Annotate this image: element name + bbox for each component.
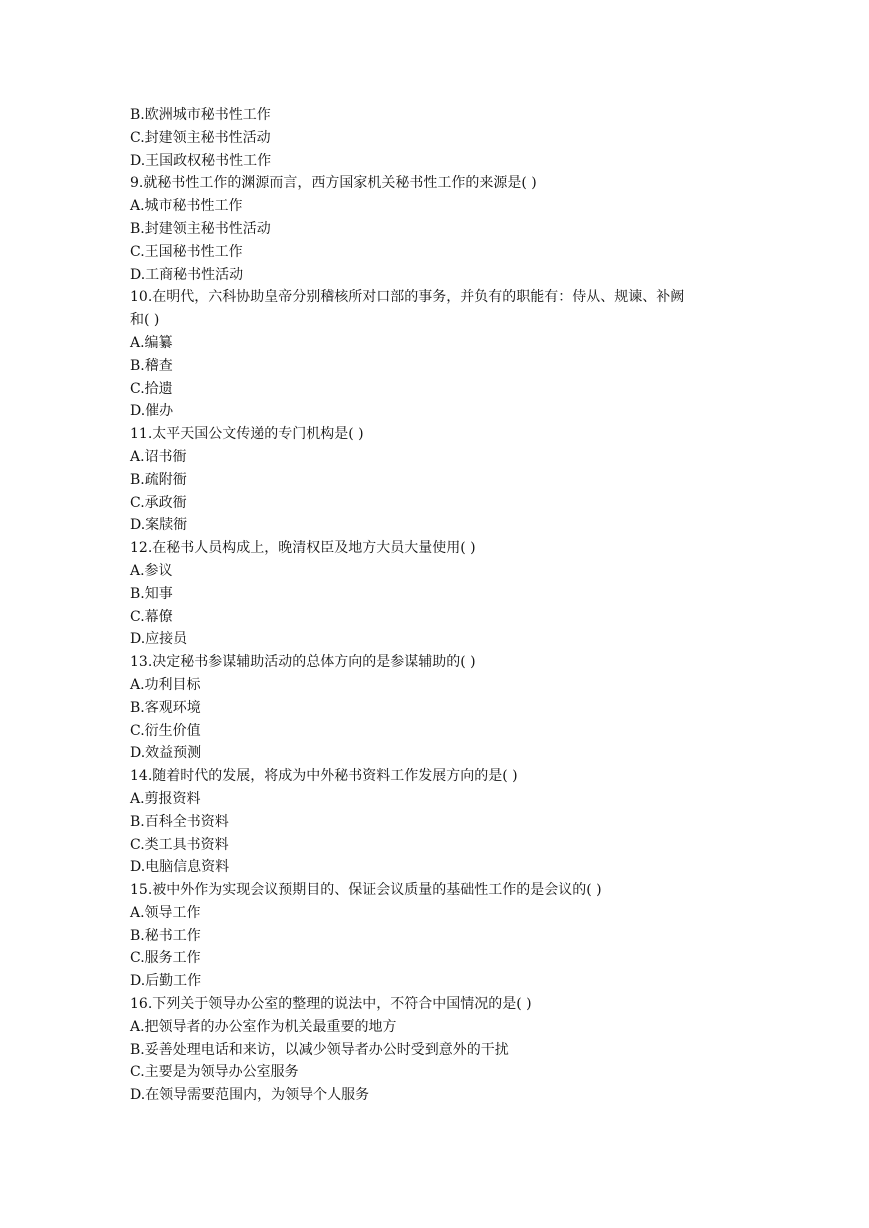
question-stem: 15.被中外作为实现会议预期目的、保证会议质量的基础性工作的是会议的( ) bbox=[130, 882, 602, 899]
option: B.秘书工作 bbox=[130, 927, 201, 944]
question-stem: 9.就秘书性工作的渊源而言，西方国家机关秘书性工作的来源是( ) bbox=[130, 175, 537, 192]
option: C.幕僚 bbox=[130, 608, 173, 625]
option: C.王国秘书性工作 bbox=[130, 243, 243, 260]
question-stem: 11.太平天国公文传递的专门机构是( ) bbox=[130, 426, 364, 443]
option: C.类工具书资料 bbox=[130, 836, 229, 853]
option: C.衍生价值 bbox=[130, 722, 201, 739]
option: A.城市秘书性工作 bbox=[130, 198, 243, 215]
option: C.封建领主秘书性活动 bbox=[130, 129, 271, 146]
option: D.王国政权秘书性工作 bbox=[130, 152, 272, 169]
question-13 bbox=[130, 651, 750, 765]
option: D.案牍衙 bbox=[130, 517, 188, 534]
option: C.拾遗 bbox=[130, 380, 173, 397]
option: A.参议 bbox=[130, 562, 173, 579]
option: A.诏书衙 bbox=[130, 448, 187, 465]
question-stem: 16.下列关于领导办公室的整理的说法中，不符合中国情况的是( ) bbox=[130, 996, 532, 1013]
option: B.欧洲城市秘书性工作 bbox=[130, 107, 271, 123]
question-12 bbox=[130, 537, 750, 651]
question-14 bbox=[130, 765, 750, 879]
option: D.工商秘书性活动 bbox=[130, 266, 244, 283]
question-stem: 10.在明代，六科协助皇帝分别稽核所对口部的事务，并负有的职能有：侍从、规谏、补阙 bbox=[130, 289, 685, 306]
option: D.效益预测 bbox=[130, 745, 202, 762]
option: A.领导工作 bbox=[130, 904, 201, 921]
option: D.应接员 bbox=[130, 631, 188, 648]
question-stem-continuation: 和( ) bbox=[130, 312, 160, 329]
option: D.后勤工作 bbox=[130, 973, 202, 990]
option: C.承政衙 bbox=[130, 494, 187, 511]
option: B.百科全书资料 bbox=[130, 813, 229, 830]
option: B.封建领主秘书性活动 bbox=[130, 220, 271, 237]
option: B.稽查 bbox=[130, 357, 173, 374]
option: A.把领导者的办公室作为机关最重要的地方 bbox=[130, 1018, 397, 1035]
question-stem: 12.在秘书人员构成上，晚清权臣及地方大员大量使用( ) bbox=[130, 540, 476, 557]
question-9 bbox=[130, 172, 750, 286]
option: B.知事 bbox=[130, 585, 173, 602]
question-16 bbox=[130, 993, 750, 1107]
question-stem: 14.随着时代的发展，将成为中外秘书资料工作发展方向的是( ) bbox=[130, 768, 518, 785]
document-page bbox=[130, 104, 750, 1107]
question-15 bbox=[130, 879, 750, 993]
question-11 bbox=[130, 423, 750, 537]
option: A.剪报资料 bbox=[130, 790, 201, 807]
lead-options bbox=[130, 104, 750, 172]
option: B.妥善处理电话和来访，以减少领导者办公时受到意外的干扰 bbox=[130, 1041, 509, 1058]
question-stem: 13.决定秘书参谋辅助活动的总体方向的是参谋辅助的( ) bbox=[130, 654, 476, 671]
option: C.服务工作 bbox=[130, 950, 201, 967]
option: A.编纂 bbox=[130, 334, 173, 351]
option: A.功利目标 bbox=[130, 676, 201, 693]
option: C.主要是为领导办公室服务 bbox=[130, 1064, 299, 1081]
question-10 bbox=[130, 286, 750, 423]
option: B.客观环境 bbox=[130, 699, 201, 716]
option: B.疏附衙 bbox=[130, 471, 187, 488]
option: D.催办 bbox=[130, 403, 174, 420]
option: D.电脑信息资料 bbox=[130, 859, 230, 876]
option: D.在领导需要范围内，为领导个人服务 bbox=[130, 1087, 370, 1104]
